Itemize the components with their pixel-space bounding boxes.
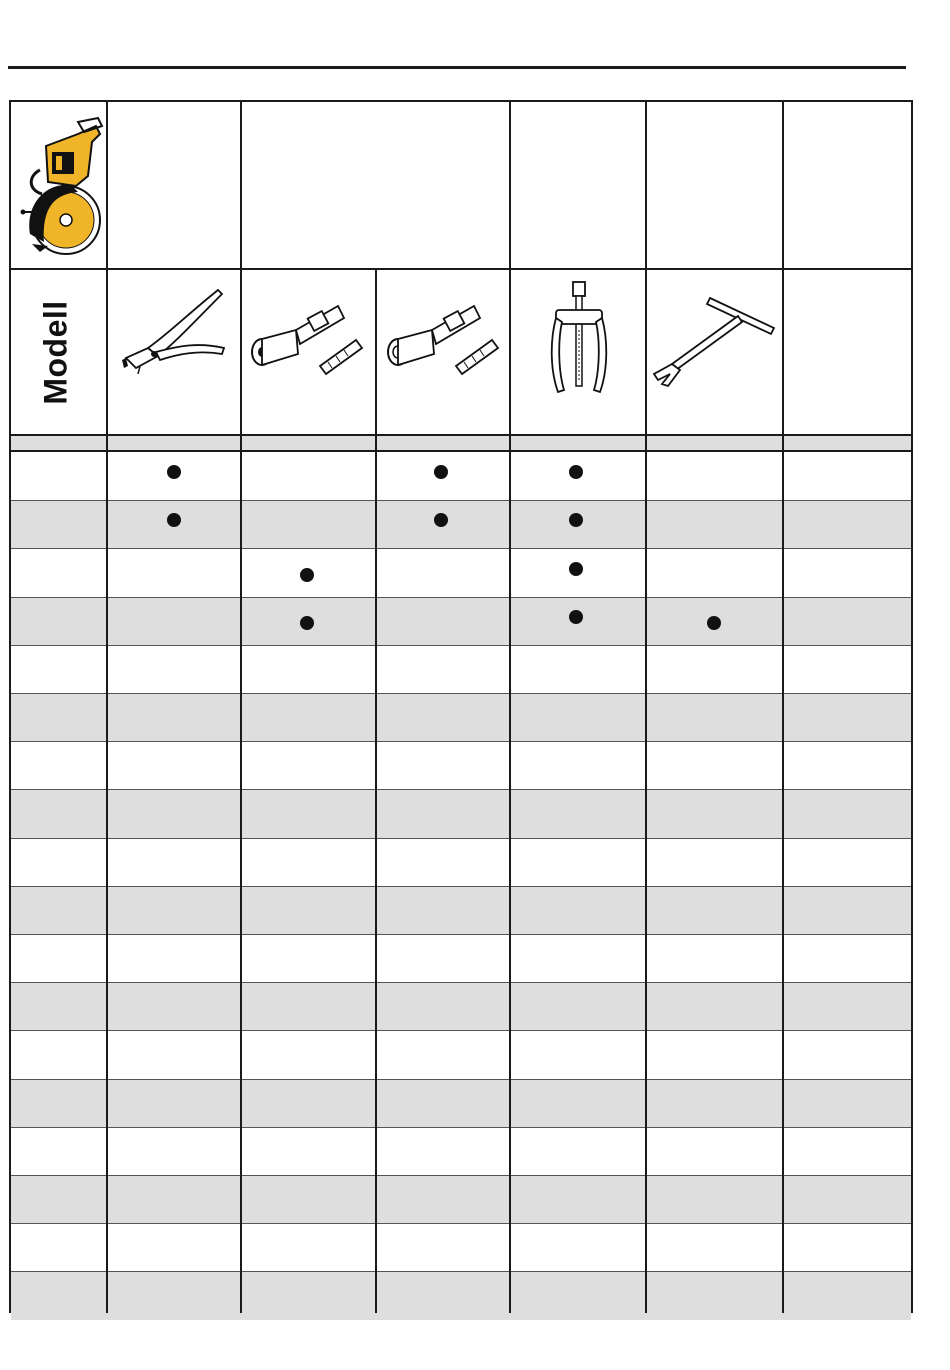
table-row [11, 500, 911, 548]
compatibility-mark-dot [300, 568, 314, 582]
power-cutter-icon [18, 116, 102, 258]
top-rule [8, 66, 906, 69]
compatibility-mark-dot [300, 616, 314, 630]
table-row [11, 934, 911, 982]
pliers-icon [118, 286, 228, 376]
table-row [11, 548, 911, 596]
puller-kit-b-icon [384, 296, 502, 376]
table-row [11, 693, 911, 741]
compatibility-mark-dot [569, 465, 583, 479]
table-row [11, 789, 911, 837]
table-row [11, 886, 911, 934]
model-column-heading [8, 270, 104, 434]
table-row [11, 1175, 911, 1223]
table-row [11, 982, 911, 1030]
compatibility-mark-dot [707, 616, 721, 630]
table-row [11, 1079, 911, 1127]
table-row [11, 741, 911, 789]
table-row [11, 1271, 911, 1319]
table-row [11, 1030, 911, 1078]
t-handle-fork-tool-icon [650, 294, 780, 386]
header-separator-band [11, 436, 911, 450]
compatibility-mark-dot [569, 610, 583, 624]
table-row [11, 838, 911, 886]
icon-row-bottom-line [9, 434, 913, 436]
table-row [11, 452, 911, 500]
compatibility-mark-dot [434, 465, 448, 479]
header-divider-line [9, 268, 913, 270]
table-row [11, 1223, 911, 1271]
compatibility-mark-dot [569, 562, 583, 576]
table-row [11, 645, 911, 693]
model-heading-text: Modell [37, 299, 74, 405]
table-row [11, 597, 911, 645]
puller-kit-a-icon [248, 296, 366, 376]
two-jaw-puller-icon [548, 280, 610, 398]
compatibility-mark-dot [167, 465, 181, 479]
table-row [11, 1127, 911, 1175]
